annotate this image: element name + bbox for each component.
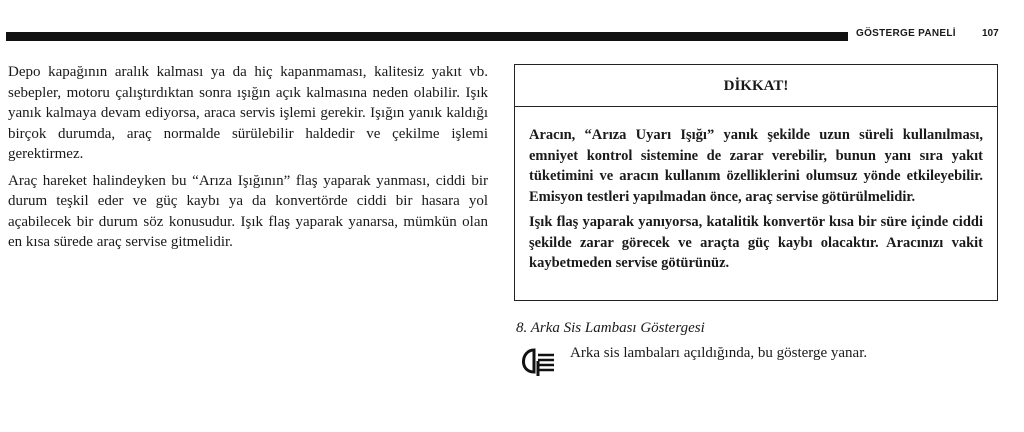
warning-box xyxy=(514,64,998,301)
warning-paragraph: Işık flaş yaparak yanıyorsa, katalitik konvertör kısa bir süre içinde ciddi şekilde zarar görecek ve araçta güç kaybı olacaktır. Aracınızı vakit kaybetmeden servise götürünüz. xyxy=(529,214,983,271)
header-rule xyxy=(6,32,848,41)
rear-fog-lamp-icon xyxy=(516,346,566,376)
paragraph: Depo kapağının aralık kalması ya da hiç kapanmaması, kalitesiz yakıt vb. sebepler, motoru çalıştırdıktan sonra ışığın açık kalmasına neden olabilir. Işık yanık kalmaya devam ediyorsa, araca servis işlemi gerekir. Işığın yanık kaldığı birçok durumda, araç normalde sürülebilir haldedir ve çekilme işlemi gerektirmez. xyxy=(8,64,488,162)
indicator-description: Arka sis lambaları açıldığında, bu gösterge yanar. xyxy=(570,345,868,361)
page-number: 107 xyxy=(982,28,999,39)
warning-title: DİKKAT! xyxy=(515,65,997,107)
paragraph: Araç hareket halindeyken bu “Arıza Işığının” flaş yaparak yanması, ciddi bir durum teşkil eder ve güç kaybı ya da konvertörde ciddi bir hasara yol açabilecek bir durum söz konusudur. Işık flaş yaparak yanarsa, mümkün olan en kısa sürede araç servise gitmelidir. xyxy=(8,172,488,250)
warning-body xyxy=(529,125,983,279)
section-title: GÖSTERGE PANELİ xyxy=(856,28,956,39)
left-column xyxy=(8,62,488,259)
section-heading: 8. Arka Sis Lambası Göstergesi xyxy=(516,320,705,336)
warning-paragraph: Aracın, “Arıza Uyarı Işığı” yanık şekilde uzun süreli kullanılması, emniyet kontrol sistemine de zarar verebilir, bunun yanı sıra yakıt tüketimini ve aracın kullanım özelliklerini olumsuz yönde etkileyebilir. Emisyon testleri yapılmadan önce, araç servise götürülmelidir. xyxy=(529,127,983,205)
